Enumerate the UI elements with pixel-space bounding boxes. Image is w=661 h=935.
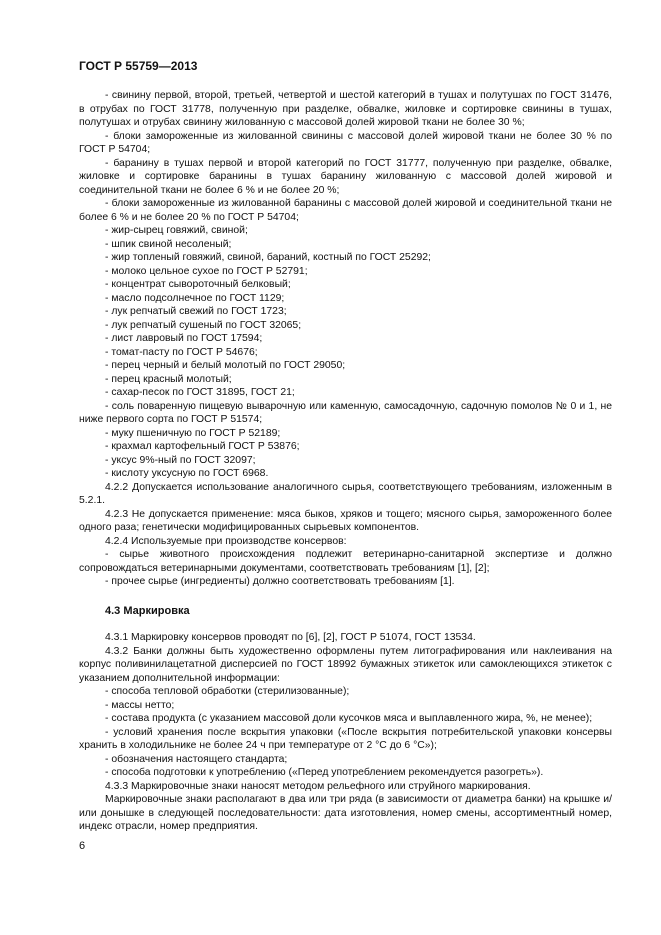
paragraph: Маркировочные знаки располагают в два или три ряда (в зависимости от диаметра банки) на крышке и/или донышке в следующей последовательности: дата изготовления, номер смены, ассортиментный номер, индекс отрасли, номер предприятия. — [79, 794, 612, 832]
paragraph: - кислоту уксусную по ГОСТ 6968. — [105, 468, 269, 479]
paragraph: 4.3.3 Маркировочные знаки наносят методом рельефного или струйного маркирования. — [105, 780, 531, 792]
paragraph: - лук репчатый свежий по ГОСТ 1723; — [105, 306, 287, 317]
paragraph: - условий хранения после вскрытия упаковки («После вскрытия потребительской упаковки консервы хранить в холодильнике не более 24 ч при температуре от 2 °С до 6 °С»); — [79, 726, 612, 751]
paragraph: - масло подсолнечное по ГОСТ 1129; — [105, 292, 285, 304]
paragraph: - концентрат сывороточный белковый; — [105, 279, 291, 290]
section-heading: 4.3 Маркировка — [105, 604, 190, 617]
paragraph: - молоко цельное сухое по ГОСТ Р 52791; — [105, 265, 308, 277]
paragraph: - лук репчатый сушеный по ГОСТ 32065; — [105, 319, 302, 331]
paragraph: - муку пшеничную по ГОСТ Р 52189; — [105, 427, 281, 439]
page-number: 6 — [79, 840, 86, 852]
paragraph: - способа тепловой обработки (стерилизованные); — [105, 686, 350, 697]
paragraph: 4.2.3 Не допускается применение: мяса быков, хряков и тощего; мясного сырья, замороженного более одного раза; генетически модифицированных сырьевых компонентов. — [79, 508, 612, 533]
paragraph: - прочее сырье (ингредиенты) должно соответствовать требованиям [1]. — [105, 576, 455, 587]
paragraph: - сахар-песок по ГОСТ 31895, ГОСТ 21; — [105, 387, 295, 398]
document-body — [79, 89, 612, 834]
document-header: ГОСТ Р 55759—2013 — [79, 59, 198, 73]
paragraph: - жир топленый говяжий, свиной, бараний, костный по ГОСТ 25292; — [105, 252, 431, 263]
paragraph: 4.3.2 Банки должны быть художественно оформлены путем литографирования или наклеивания на корпус поливинилацетатной дисперсией по ГОСТ 18992 бумажных этикеток или самоклеющихся этикеток с указанием дополнительной информации: — [79, 645, 612, 684]
paragraph: - баранину в тушах первой и второй категорий по ГОСТ 31777, полученную при разделке, обвалке, жиловке и сортировке баранины в тушах баранину жилованную с массовой долей жировой и соединительной ткани не более 6 % и не более 20 %; — [79, 157, 612, 196]
paragraph: 4.2.4 Используемые при производстве консервов: — [105, 535, 347, 547]
paragraph: - блоки замороженные из жилованной свинины с массовой долей жировой ткани не более 30 % по ГОСТ Р 54704; — [79, 130, 612, 155]
paragraph: - обозначения настоящего стандарта; — [105, 753, 288, 765]
paragraph: - сырье животного происхождения подлежит ветеринарно-санитарной экспертизе и должно сопровождаться ветеринарными документами, соответствовать требованиям [1], [2]; — [79, 549, 612, 574]
paragraph: - перец красный молотый; — [105, 373, 232, 385]
paragraph: - блоки замороженные из жилованной баранины с массовой долей жировой и соединительной ткани не более 6 % и не более 20 % по ГОСТ Р 54704; — [79, 198, 612, 223]
marking-section — [79, 631, 612, 834]
paragraph: - свинину первой, второй, третьей, четвертой и шестой категорий в тушах и полутушах по ГОСТ 31476, в отрубах по ГОСТ 31778, полученную при разделке, обвалке, жиловке и сортировке свинины в тушах, полутушах и отрубах свинину жилованную с массовой долей жировой ткани не более 30 %; — [79, 90, 612, 128]
paragraph: - перец черный и белый молотый по ГОСТ 29050; — [105, 360, 346, 371]
paragraph: - лист лавровый по ГОСТ 17594; — [105, 333, 263, 344]
paragraph: - уксус 9%-ный по ГОСТ 32097; — [105, 454, 256, 466]
paragraph: - шпик свиной несоленый; — [105, 238, 232, 250]
raw-materials-section — [79, 89, 612, 589]
paragraph: - способа подготовки к употреблению («Перед употреблением рекомендуется разогреть»). — [105, 767, 544, 778]
paragraph: - жир-сырец говяжий, свиной; — [105, 225, 248, 236]
paragraph: - крахмал картофельный ГОСТ Р 53876; — [105, 441, 300, 452]
paragraph: - массы нетто; — [105, 699, 175, 711]
paragraph: 4.2.2 Допускается использование аналогичного сырья, соответствующего требованиям, изложенным в 5.2.1. — [79, 481, 612, 506]
paragraph: - состава продукта (с указанием массовой доли кусочков мяса и выплавленного жира, %, не менее); — [105, 713, 593, 724]
paragraph: - соль поваренную пищевую выварочную или каменную, самосадочную, садочную помолов № 0 и 1, не ниже первого сорта по ГОСТ Р 51574; — [79, 400, 612, 425]
paragraph: 4.3.1 Маркировку консервов проводят по [6], [2], ГОСТ Р 51074, ГОСТ 13534. — [105, 632, 476, 643]
paragraph: - томат-пасту по ГОСТ Р 54676; — [105, 346, 258, 358]
